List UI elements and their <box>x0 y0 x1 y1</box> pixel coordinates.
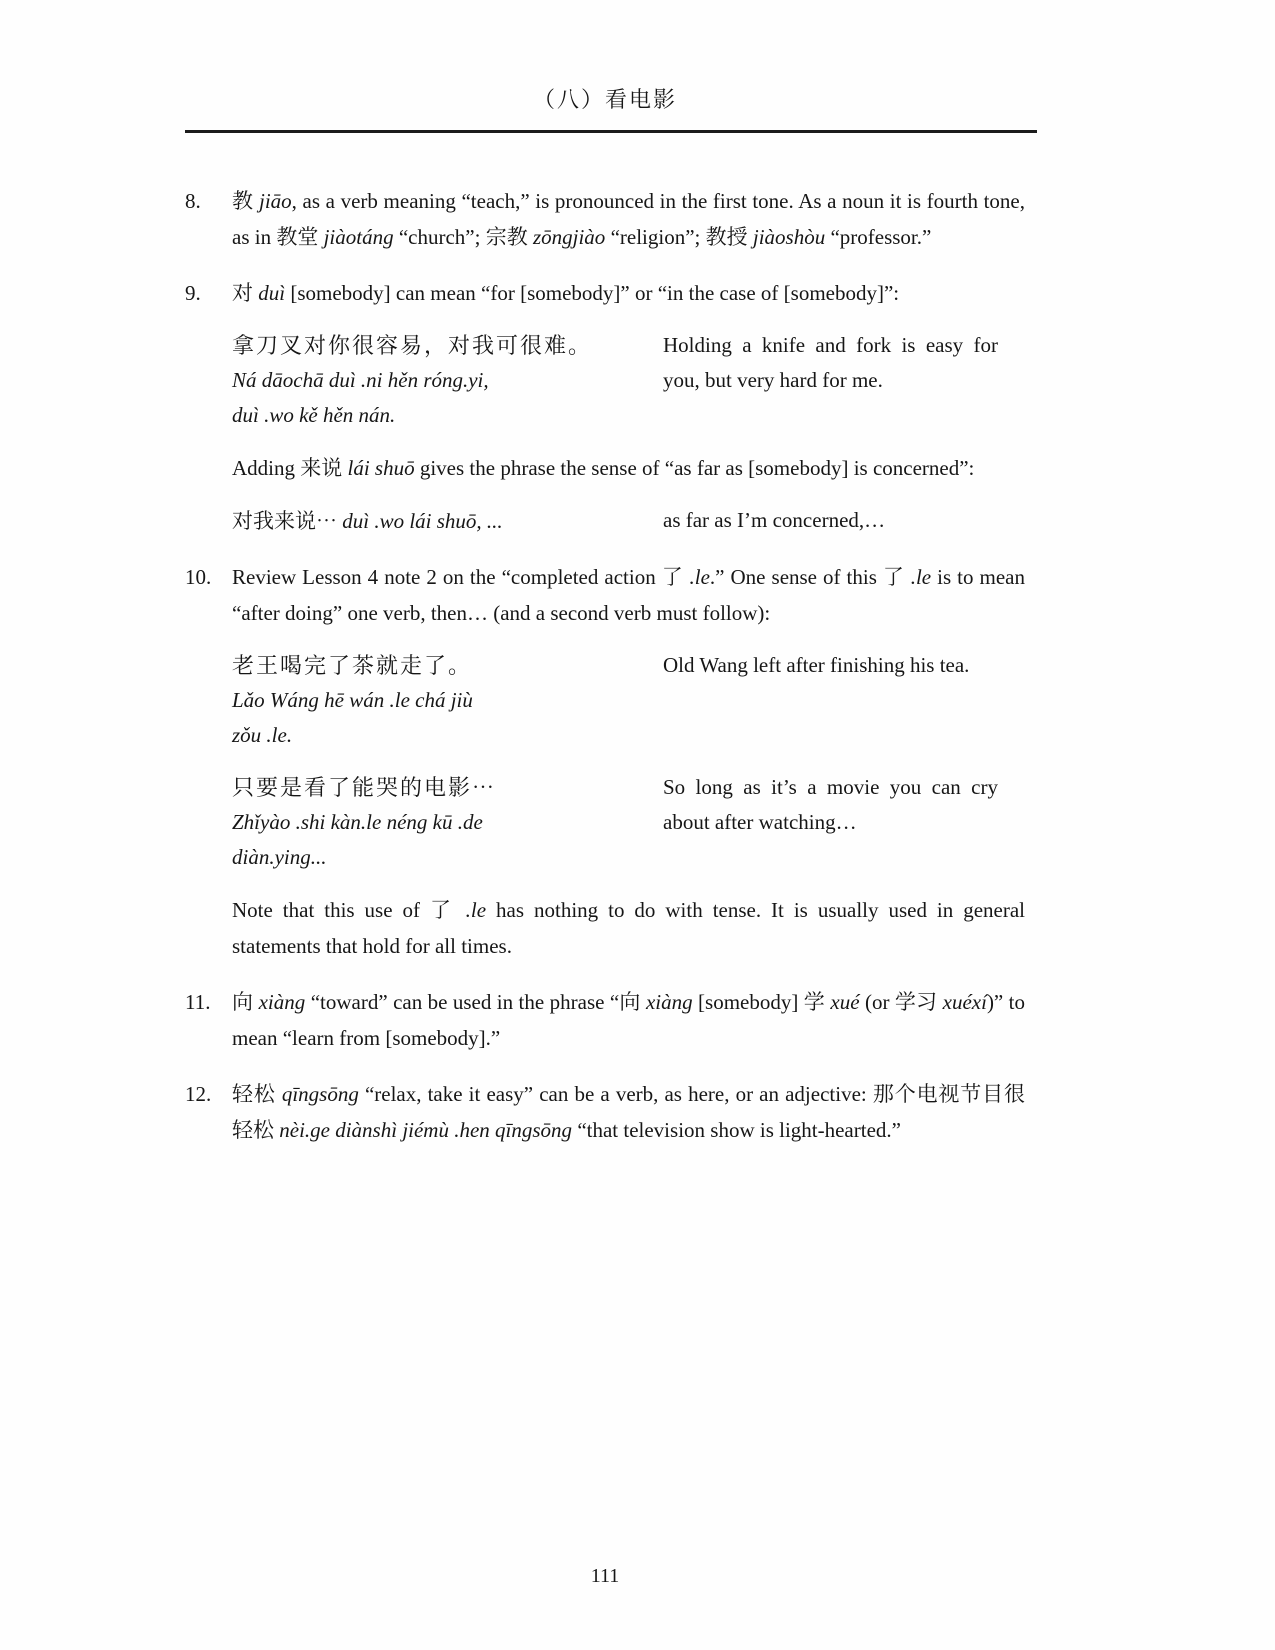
note-number: 9. <box>185 281 201 305</box>
english-translation: Old Wang left after finishing his tea. <box>663 653 970 677</box>
pinyin-line-2: zǒu .le. <box>232 723 293 747</box>
note-number: 10. <box>185 565 212 589</box>
note-number: 8. <box>185 189 201 213</box>
note-item-10 <box>185 559 1025 964</box>
note-number: 12. <box>185 1082 212 1106</box>
note-item-9 <box>185 275 1025 539</box>
note-body <box>232 559 1025 964</box>
note-text: 对 duì [somebody] can mean “for [somebody]” or “in the case of [somebody]”: <box>232 281 900 305</box>
note-text: Note that this use of 了 .le has nothing to do with tense. It is usually used in general statements that hold for all times. <box>232 898 1026 958</box>
example-row <box>232 503 1025 539</box>
note-body <box>232 275 1025 539</box>
pinyin-line-2: diàn.ying... <box>232 845 327 869</box>
chinese-pinyin-inline: 对我来说⋯ duì .wo lái shuō, ... <box>232 509 503 533</box>
pinyin-line-1: Ná dāochā duì .ni hěn róng.yi, <box>232 368 489 392</box>
page-footer <box>185 1565 1025 1650</box>
example-source <box>232 648 663 753</box>
note-text: 轻松 qīngsōng “relax, take it easy” can be a verb, as here, or an adjective: 那个电视节目很轻松 nèi.ge diànshì jiémù .hen qīngsōng “that television show is light-hearted.” <box>232 1082 1025 1142</box>
english-translation: as far as I’m concerned,… <box>663 508 886 532</box>
note-item-12 <box>185 1076 1025 1148</box>
pinyin-line-1: Zhǐyào .shi kàn.le néng kū .de <box>232 810 483 834</box>
note-text: 教 jiāo, as a verb meaning “teach,” is pronounced in the first tone. As a noun it is fourth tone, as in 教堂 jiàotáng “church”; 宗教 zōngjiào “religion”; 教授 jiàoshòu “professor.” <box>232 189 1025 249</box>
example-source <box>232 503 663 539</box>
example-source <box>232 770 663 875</box>
chinese-sentence: 拿刀叉对你很容易，对我可很难。 <box>232 333 593 358</box>
chapter-title: （八）看电影 <box>532 87 677 112</box>
note-text: Review Lesson 4 note 2 on the “completed action 了 .le.” One sense of this 了 .le is to mean “after doing” one verb, then… (and a second verb must follow): <box>232 565 1025 625</box>
chinese-sentence: 老王喝完了茶就走了。 <box>232 653 473 678</box>
notes-list <box>185 133 1025 1565</box>
pinyin-line-2: duì .wo kě hěn nán. <box>232 403 396 427</box>
example-row <box>232 770 1025 875</box>
note-item-8 <box>185 183 1025 255</box>
note-body <box>232 1076 1025 1148</box>
english-translation: Holding a knife and fork is easy for you, but very hard for me. <box>663 333 998 392</box>
pinyin-line-1: Lǎo Wáng hē wán .le chá jiù <box>232 688 473 712</box>
example-row <box>232 648 1025 753</box>
page-header <box>185 86 1025 133</box>
note-item-11 <box>185 984 1025 1056</box>
chinese-sentence: 只要是看了能哭的电影⋯ <box>232 775 497 800</box>
note-text: 向 xiàng “toward” can be used in the phrase “向 xiàng [somebody] 学 xué (or 学习 xuéxí)” to mean “learn from [somebody].” <box>232 990 1026 1050</box>
note-body <box>232 183 1025 255</box>
english-translation: So long as it’s a movie you can cry about after watching… <box>663 775 998 834</box>
page-number: 111 <box>590 1565 620 1587</box>
note-body <box>232 984 1025 1056</box>
note-number: 11. <box>185 990 211 1014</box>
example-source <box>232 328 663 433</box>
note-text: Adding 来说 lái shuō gives the phrase the sense of “as far as [somebody] is concerned”: <box>232 456 975 480</box>
example-row <box>232 328 1025 433</box>
